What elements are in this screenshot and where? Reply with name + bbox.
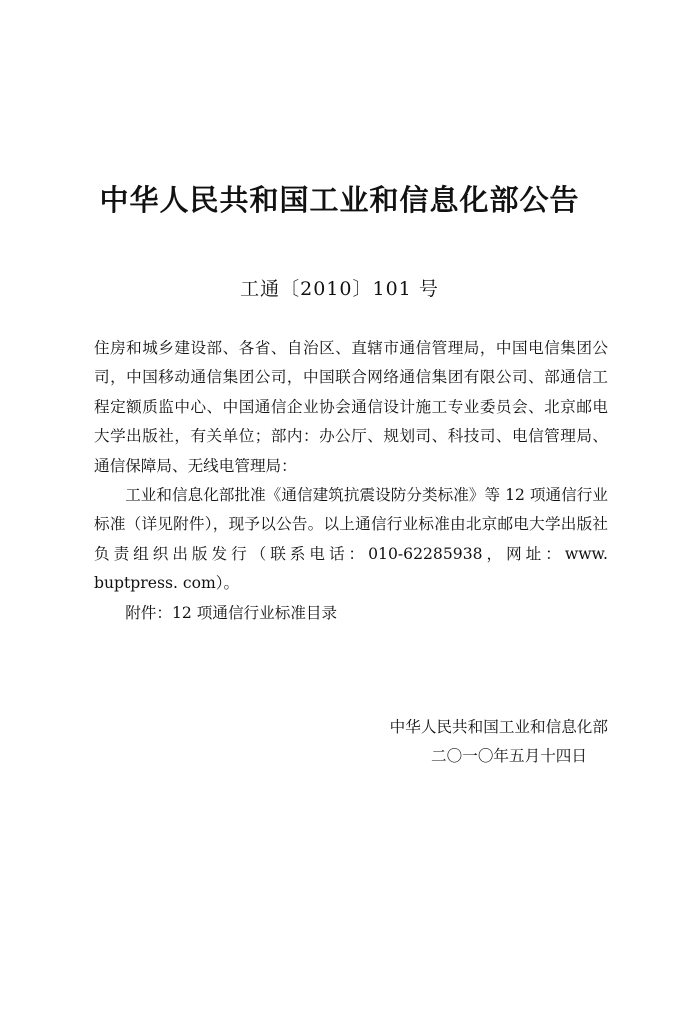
main-paragraph: 工业和信息化部批准《通信建筑抗震设防分类标准》等 12 项通信行业标准（详见附件），现予以公告。以上通信行业标准由北京邮电大学出版社负责组织出版发行（联系电话：010-62285938，网址：www. buptpress. com）。 [94,486,608,593]
document-title: 中华人民共和国工业和信息化部公告 [99,183,580,217]
document-body [94,334,608,628]
addressees-paragraph: 住房和城乡建设部、各省、自治区、直辖市通信管理局，中国电信集团公司，中国移动通信集团公司，中国联合网络通信集团有限公司、部通信工程定额质监中心、中国通信企业协会通信设计施工专业委员会、北京邮电大学出版社，有关单位；部内：办公厅、规划司、科技司、电信管理局、通信保障局、无线电管理局： [94,339,608,475]
signature-date: 二〇一〇年五月十四日 [431,747,587,765]
attachment-line: 附件：12 项通信行业标准目录 [125,603,338,622]
document-number: 工通〔2010〕101 号 [240,278,439,300]
signature-organization: 中华人民共和国工业和信息化部 [389,718,608,736]
